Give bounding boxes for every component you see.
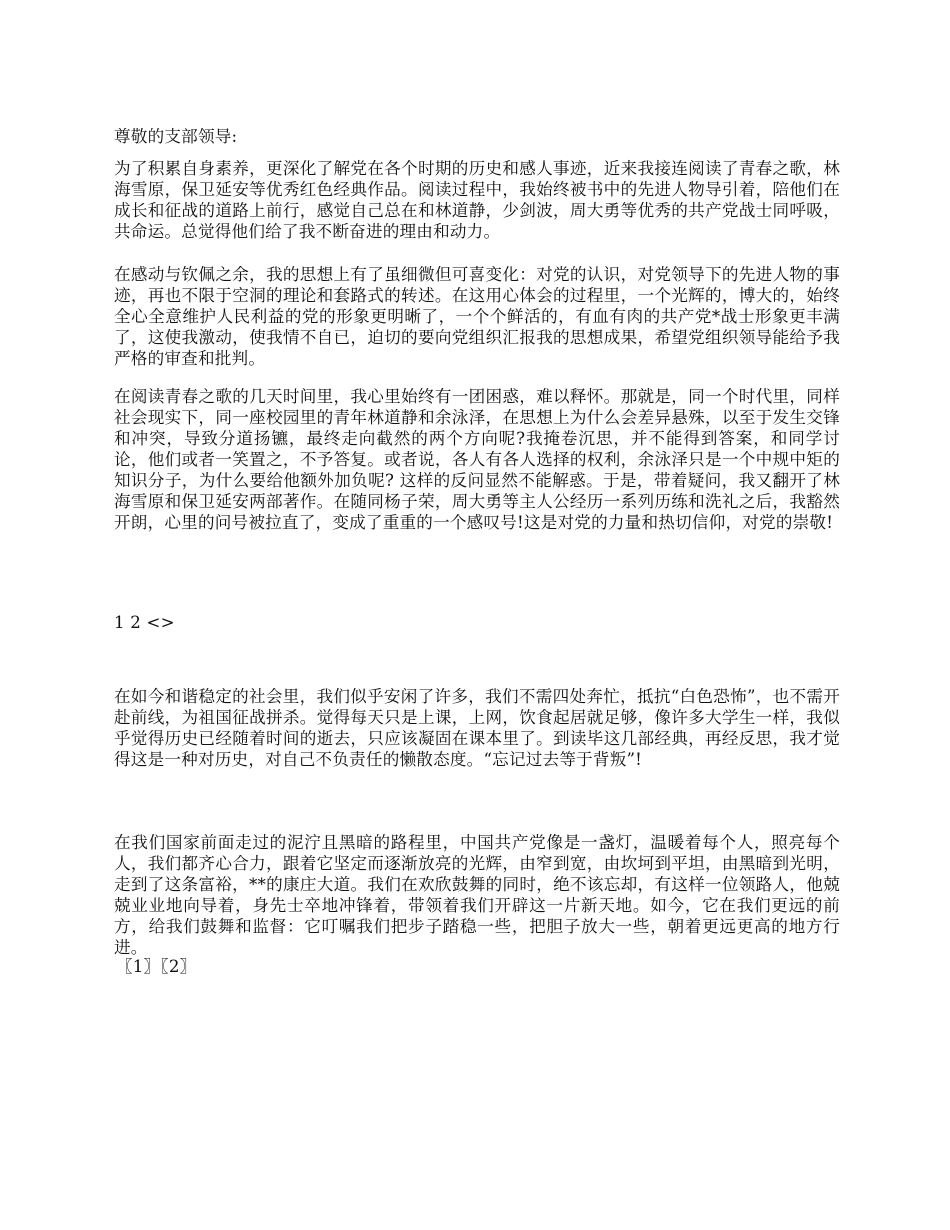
page-link-bottom-1[interactable]: 〖1〗: [116, 957, 161, 976]
page-nav-arrows[interactable]: <>: [146, 613, 175, 632]
page-link-2[interactable]: 2: [130, 613, 142, 632]
greeting: 尊敬的支部领导:: [114, 127, 238, 146]
body-paragraph-3: 在阅读青春之歌的几天时间里，我心里始终有一团困惑，难以释怀。那就是，同一个时代里，同样社会现实下，同一座校园里的青年林道静和余泳泽，在思想上为什么会差异悬殊，以至于发生交锋和冲突，导致分道扬镳，最终走向截然的两个方向呢?我掩卷沉思，并不能得到答案，和同学讨论，他们或者一笑置之，不予答复。或者说，各人有各人选择的权利，余泳泽只是一个中规中矩的知识分子，为什么要给他额外加负呢? 这样的反问显然不能解惑。于是，带着疑问，我又翻开了林海雪原和保卫延安两部著作。在随同杨子荣，周大勇等主人公经历一系列历练和洗礼之后，我豁然开朗，心里的问号被拉直了，变成了重重的一个感叹号!这是对党的力量和热切信仰，对党的崇敬!: [114, 387, 840, 532]
body-paragraph-4: 在如今和谐稳定的社会里，我们似乎安闲了许多，我们不需四处奔忙，抵抗“白色恐怖”，也不需开赴前线，为祖国征战拼杀。觉得每天只是上课，上网，饮食起居就足够，像许多大学生一样，我似乎觉得历史已经随着时间的逝去，只应该凝固在课本里了。到读毕这几部经典，再经反思，我才觉得这是一种对历史，对自己不负责任的懒散态度。“忘记过去等于背叛”!: [114, 687, 840, 769]
body-paragraph-5: 在我们国家前面走过的泥泞且黑暗的路程里，中国共产党像是一盏灯，温暖着每个人，照亮每个人，我们都齐心合力，跟着它坚定而逐渐放亮的光辉，由窄到宽，由坎坷到平坦，由黑暗到光明，走到了这条富裕，**的康庄大道。我们在欢欣鼓舞的同时，绝不该忘却，有这样一位领路人，他兢兢业业地向导着，身先士卒地冲锋着，带领着我们开辟这一片新天地。如今，它在我们更远的前方，给我们鼓舞和监督：它叮嘱我们把步子踏稳一些，把胆子放大一些，朝着更远更高的地方行进。: [114, 833, 840, 957]
pagination-top: [114, 612, 840, 633]
pagination-bottom: [116, 956, 842, 977]
body-paragraph-2: 在感动与钦佩之余，我的思想上有了虽细微但可喜变化：对党的认识，对党领导下的先进人物的事迹，再也不限于空洞的理论和套路式的转述。在这用心体会的过程里，一个光辉的，博大的，始终全心全意维护人民利益的党的形象更明晰了，一个个鲜活的，有血有肉的共产党*战士形象更丰满了，这使我激动，使我情不自已，迫切的要向党组织汇报我的思想成果，希望党组织领导能给予我严格的审查和批判。: [114, 265, 840, 368]
body-paragraph-1: 为了积累自身素养，更深化了解党在各个时期的历史和感人事迹，近来我接连阅读了青春之歌，林海雪原，保卫延安等优秀红色经典作品。阅读过程中，我始终被书中的先进人物导引着，陪他们在成长和征战的道路上前行，感觉自己总在和林道静，少剑波，周大勇等优秀的共产党战士同呼吸，共命运。总觉得他们给了我不断奋进的理由和动力。: [114, 159, 840, 241]
page-link-bottom-2[interactable]: 〖2〗: [160, 957, 197, 976]
page-link-1[interactable]: 1: [114, 613, 125, 632]
